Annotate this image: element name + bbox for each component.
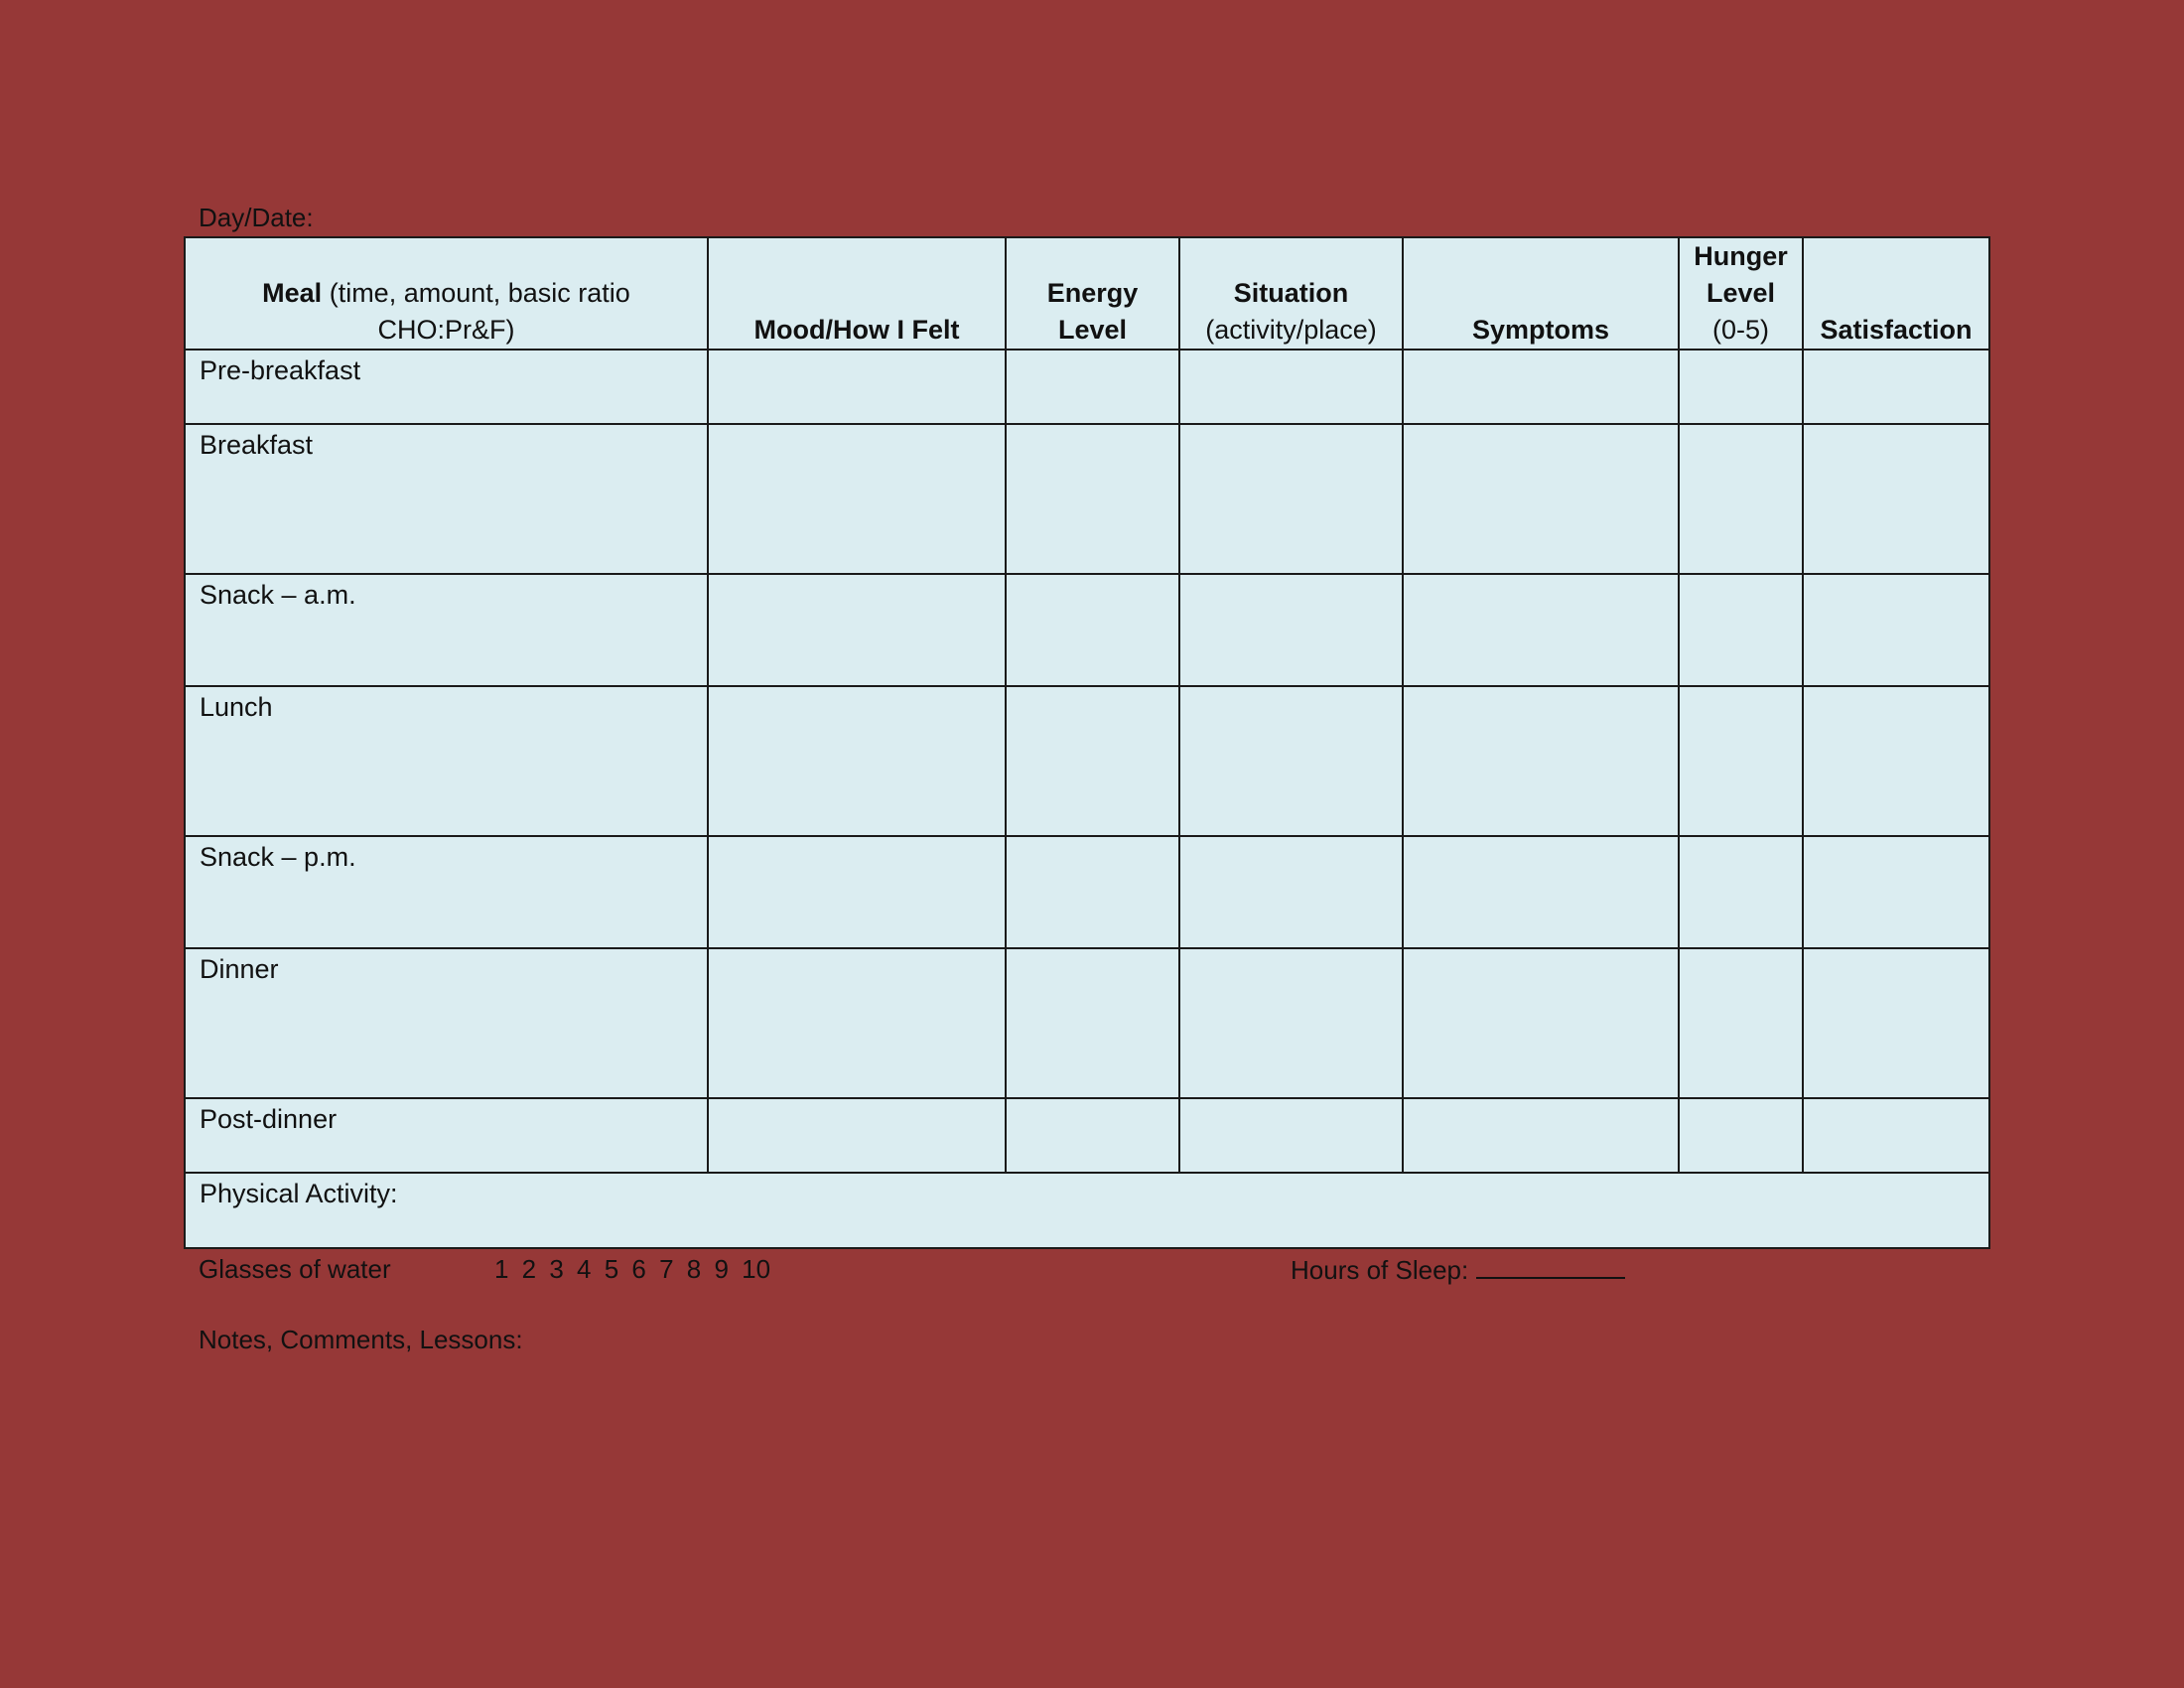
row-dinner: [185, 948, 1989, 1098]
cell-hunger[interactable]: [1679, 686, 1803, 836]
cell-situation[interactable]: [1179, 686, 1403, 836]
cell-mood[interactable]: [708, 424, 1006, 574]
cell-energy[interactable]: [1006, 948, 1179, 1098]
meal-label-pre-breakfast: Pre-breakfast: [185, 350, 708, 424]
cell-satisfaction[interactable]: [1803, 1098, 1989, 1173]
water-glass-numbers[interactable]: 1 2 3 4 5 6 7 8 9 10: [494, 1254, 771, 1284]
cell-satisfaction[interactable]: [1803, 686, 1989, 836]
cell-symptoms[interactable]: [1403, 836, 1679, 948]
header-symptoms-text: Symptoms: [1471, 315, 1610, 345]
cell-energy[interactable]: [1006, 1098, 1179, 1173]
cell-mood[interactable]: [708, 350, 1006, 424]
header-symptoms: [1403, 237, 1679, 350]
header-energy-text: Energy Level: [1046, 278, 1139, 345]
cell-situation[interactable]: [1179, 424, 1403, 574]
cell-situation[interactable]: [1179, 948, 1403, 1098]
meal-label-snack-am: Snack – a.m.: [185, 574, 708, 686]
cell-satisfaction[interactable]: [1803, 948, 1989, 1098]
cell-mood[interactable]: [708, 686, 1006, 836]
meal-label-dinner: Dinner: [185, 948, 708, 1098]
meal-label-breakfast: Breakfast: [185, 424, 708, 574]
cell-situation[interactable]: [1179, 350, 1403, 424]
row-physical-activity: [185, 1173, 1989, 1248]
cell-situation[interactable]: [1179, 1098, 1403, 1173]
cell-mood[interactable]: [708, 948, 1006, 1098]
row-post-dinner: [185, 1098, 1989, 1173]
cell-symptoms[interactable]: [1403, 1098, 1679, 1173]
header-row: [185, 237, 1989, 350]
header-hunger: [1679, 237, 1803, 350]
meal-label-snack-pm: Snack – p.m.: [185, 836, 708, 948]
header-mood: [708, 237, 1006, 350]
cell-situation[interactable]: [1179, 836, 1403, 948]
cell-mood[interactable]: [708, 836, 1006, 948]
header-situation: [1179, 237, 1403, 350]
cell-symptoms[interactable]: [1403, 686, 1679, 836]
cell-hunger[interactable]: [1679, 836, 1803, 948]
meal-label-post-dinner: Post-dinner: [185, 1098, 708, 1173]
physical-activity-cell[interactable]: [185, 1173, 1989, 1248]
header-hunger-detail: (0-5): [1711, 315, 1769, 345]
cell-hunger[interactable]: [1679, 424, 1803, 574]
cell-energy[interactable]: [1006, 836, 1179, 948]
header-situation-detail: (activity/place): [1205, 315, 1377, 345]
sleep-field: [1291, 1253, 1625, 1286]
cell-symptoms[interactable]: [1403, 350, 1679, 424]
header-hunger-bold: Hunger Level: [1694, 241, 1788, 308]
header-situation-bold: Situation: [1233, 278, 1349, 308]
food-mood-journal-table: [184, 236, 1990, 1249]
sleep-label: Hours of Sleep:: [1291, 1255, 1469, 1285]
header-meal-detail: (time, amount, basic ratio CHO:Pr&F): [329, 278, 630, 345]
cell-energy[interactable]: [1006, 574, 1179, 686]
header-satisfaction: [1803, 237, 1989, 350]
header-mood-text: Mood/How I Felt: [753, 315, 960, 345]
row-snack-am: [185, 574, 1989, 686]
cell-symptoms[interactable]: [1403, 574, 1679, 686]
row-pre-breakfast: [185, 350, 1989, 424]
cell-satisfaction[interactable]: [1803, 836, 1989, 948]
header-meal-bold: Meal: [262, 278, 323, 308]
cell-hunger[interactable]: [1679, 350, 1803, 424]
cell-satisfaction[interactable]: [1803, 350, 1989, 424]
cell-mood[interactable]: [708, 1098, 1006, 1173]
cell-situation[interactable]: [1179, 574, 1403, 686]
cell-symptoms[interactable]: [1403, 424, 1679, 574]
cell-symptoms[interactable]: [1403, 948, 1679, 1098]
header-meal: [185, 237, 708, 350]
cell-mood[interactable]: [708, 574, 1006, 686]
header-energy: [1006, 237, 1179, 350]
cell-energy[interactable]: [1006, 686, 1179, 836]
row-snack-pm: [185, 836, 1989, 948]
row-breakfast: [185, 424, 1989, 574]
cell-hunger[interactable]: [1679, 1098, 1803, 1173]
row-lunch: [185, 686, 1989, 836]
cell-hunger[interactable]: [1679, 948, 1803, 1098]
sleep-blank-line[interactable]: [1476, 1253, 1625, 1279]
cell-satisfaction[interactable]: [1803, 424, 1989, 574]
cell-hunger[interactable]: [1679, 574, 1803, 686]
cell-satisfaction[interactable]: [1803, 574, 1989, 686]
header-satisfaction-text: Satisfaction: [1820, 315, 1973, 345]
physical-activity-label: Physical Activity:: [200, 1179, 398, 1208]
day-date-label: Day/Date:: [199, 203, 314, 232]
meal-label-lunch: Lunch: [185, 686, 708, 836]
notes-label: Notes, Comments, Lessons:: [199, 1325, 523, 1354]
cell-energy[interactable]: [1006, 424, 1179, 574]
water-label: Glasses of water: [199, 1254, 391, 1284]
cell-energy[interactable]: [1006, 350, 1179, 424]
